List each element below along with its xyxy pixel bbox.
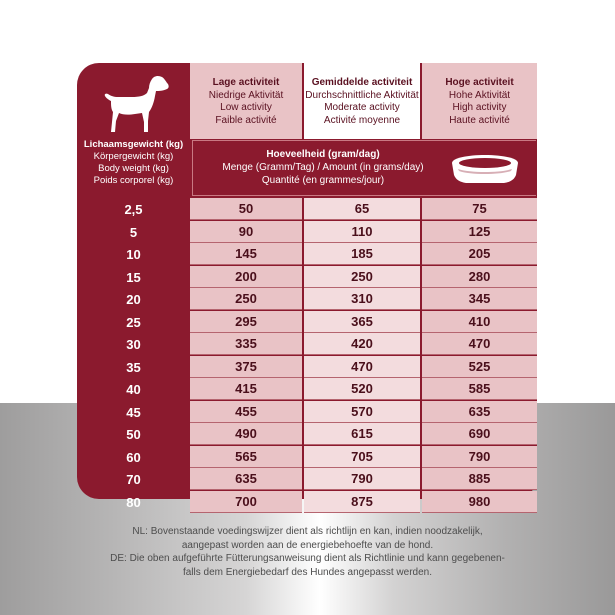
high-activity-cell: 75 xyxy=(422,198,537,220)
footer-line-3: DE: Die oben aufgeführte Fütterungsanweisung dient als Richtlinie und kann gegebenen- xyxy=(110,553,505,564)
weight-cell: 60 xyxy=(126,449,141,465)
table-row xyxy=(77,356,537,379)
low-activity-fr: Faible activité xyxy=(215,114,277,126)
moderate-activity-cell: 310 xyxy=(304,288,420,310)
moderate-activity-cell: 790 xyxy=(304,468,420,490)
low-activity-nl: Lage activiteit xyxy=(212,77,280,88)
low-activity-cell: 375 xyxy=(190,356,302,378)
moderate-activity-nl: Gemiddelde activiteit xyxy=(311,77,413,88)
amount-header-de-en: Menge (Gramm/Tag) / Amount (in grams/day) xyxy=(222,162,424,173)
high-activity-cell: 280 xyxy=(422,266,537,288)
low-activity-cell: 295 xyxy=(190,311,302,333)
dog-silhouette-icon xyxy=(102,74,172,136)
moderate-activity-fr: Activité moyenne xyxy=(323,114,401,126)
weight-cell: 45 xyxy=(126,404,141,420)
low-activity-cell: 50 xyxy=(190,198,302,220)
table-row xyxy=(77,378,537,401)
high-activity-de: Hohe Aktivität xyxy=(448,89,511,101)
weight-cell: 15 xyxy=(126,269,141,285)
low-activity-cell: 335 xyxy=(190,333,302,355)
high-activity-cell: 980 xyxy=(422,491,537,513)
footer-line-2: aangepast worden aan de energiebehoefte van de hond. xyxy=(181,539,434,551)
moderate-activity-cell: 365 xyxy=(304,311,420,333)
table-row xyxy=(77,266,537,289)
high-activity-cell: 885 xyxy=(422,468,537,490)
weight-cell: 10 xyxy=(126,247,141,262)
weight-cell: 5 xyxy=(129,224,138,240)
moderate-activity-cell: 420 xyxy=(304,333,420,355)
food-bowl-icon xyxy=(448,153,522,187)
low-activity-cell: 700 xyxy=(190,491,302,513)
moderate-activity-cell: 570 xyxy=(304,401,420,423)
table-row xyxy=(77,446,537,469)
amount-header-fr: Quantité (en grammes/jour) xyxy=(261,175,385,186)
high-activity-cell: 125 xyxy=(422,221,537,243)
weight-cell: 50 xyxy=(126,427,141,442)
feeding-table-card xyxy=(77,63,537,510)
table-row xyxy=(77,311,537,334)
column-header-low-activity xyxy=(190,63,302,139)
moderate-activity-cell: 615 xyxy=(304,423,420,445)
moderate-activity-cell: 65 xyxy=(304,198,420,220)
weight-cell: 20 xyxy=(126,292,141,307)
column-header-high-activity xyxy=(422,63,537,139)
moderate-activity-en: Moderate activity xyxy=(324,102,400,113)
low-activity-cell: 455 xyxy=(190,401,302,423)
weight-cell: 2,5 xyxy=(124,202,143,217)
low-activity-en: Low activity xyxy=(220,102,272,113)
moderate-activity-cell: 110 xyxy=(304,221,420,243)
low-activity-cell: 90 xyxy=(190,221,302,243)
high-activity-cell: 690 xyxy=(422,423,537,445)
weight-cell: 40 xyxy=(126,382,141,397)
moderate-activity-cell: 250 xyxy=(304,266,420,288)
table-row xyxy=(77,333,537,356)
high-activity-fr: Haute activité xyxy=(449,114,510,126)
low-activity-cell: 415 xyxy=(190,378,302,400)
footer-line-1: NL: Bovenstaande voedingswijzer dient als richtlijn en kan, indien noodzakelijk, xyxy=(132,526,483,537)
table-row xyxy=(77,468,537,491)
low-activity-cell: 490 xyxy=(190,423,302,445)
weight-header-nl: Lichaamsgewicht (kg) xyxy=(83,139,184,150)
weight-cell: 70 xyxy=(126,472,141,487)
table-row xyxy=(77,401,537,424)
table-row xyxy=(77,423,537,446)
low-activity-cell: 565 xyxy=(190,446,302,468)
high-activity-nl: Hoge activiteit xyxy=(445,77,514,88)
high-activity-cell: 470 xyxy=(422,333,537,355)
high-activity-cell: 205 xyxy=(422,243,537,265)
moderate-activity-cell: 470 xyxy=(304,356,420,378)
high-activity-cell: 790 xyxy=(422,446,537,468)
feeding-rows xyxy=(77,198,537,513)
moderate-activity-cell: 185 xyxy=(304,243,420,265)
high-activity-cell: 635 xyxy=(422,401,537,423)
weight-cell: 80 xyxy=(126,494,141,510)
moderate-activity-cell: 705 xyxy=(304,446,420,468)
table-row xyxy=(77,243,537,266)
high-activity-cell: 585 xyxy=(422,378,537,400)
moderate-activity-cell: 520 xyxy=(304,378,420,400)
high-activity-en: High activity xyxy=(452,102,507,113)
weight-cell: 30 xyxy=(126,337,141,352)
moderate-activity-cell: 875 xyxy=(304,491,420,513)
low-activity-cell: 635 xyxy=(190,468,302,490)
high-activity-cell: 525 xyxy=(422,356,537,378)
weight-header-en: Body weight (kg) xyxy=(98,163,169,174)
high-activity-cell: 345 xyxy=(422,288,537,310)
amount-header xyxy=(192,140,536,196)
table-row xyxy=(77,221,537,244)
weight-cell: 35 xyxy=(126,359,141,375)
table-row xyxy=(77,288,537,311)
low-activity-de: Niedrige Aktivität xyxy=(208,89,284,101)
footer-line-4: falls dem Energiebedarf des Hundes angepasst werden. xyxy=(182,566,433,578)
high-activity-cell: 410 xyxy=(422,311,537,333)
column-header-moderate-activity xyxy=(304,63,420,139)
table-row xyxy=(77,198,537,221)
table-row xyxy=(77,491,537,514)
low-activity-cell: 250 xyxy=(190,288,302,310)
weight-header-de: Körpergewicht (kg) xyxy=(93,151,174,162)
low-activity-cell: 200 xyxy=(190,266,302,288)
low-activity-cell: 145 xyxy=(190,243,302,265)
amount-header-nl: Hoeveelheid (gram/dag) xyxy=(266,149,380,160)
footer-note xyxy=(80,525,535,579)
moderate-activity-de: Durchschnittliche Aktivität xyxy=(305,89,419,101)
weight-cell: 25 xyxy=(126,314,141,330)
body-weight-header xyxy=(77,139,190,187)
weight-header-fr: Poids corporel (kg) xyxy=(93,175,174,186)
